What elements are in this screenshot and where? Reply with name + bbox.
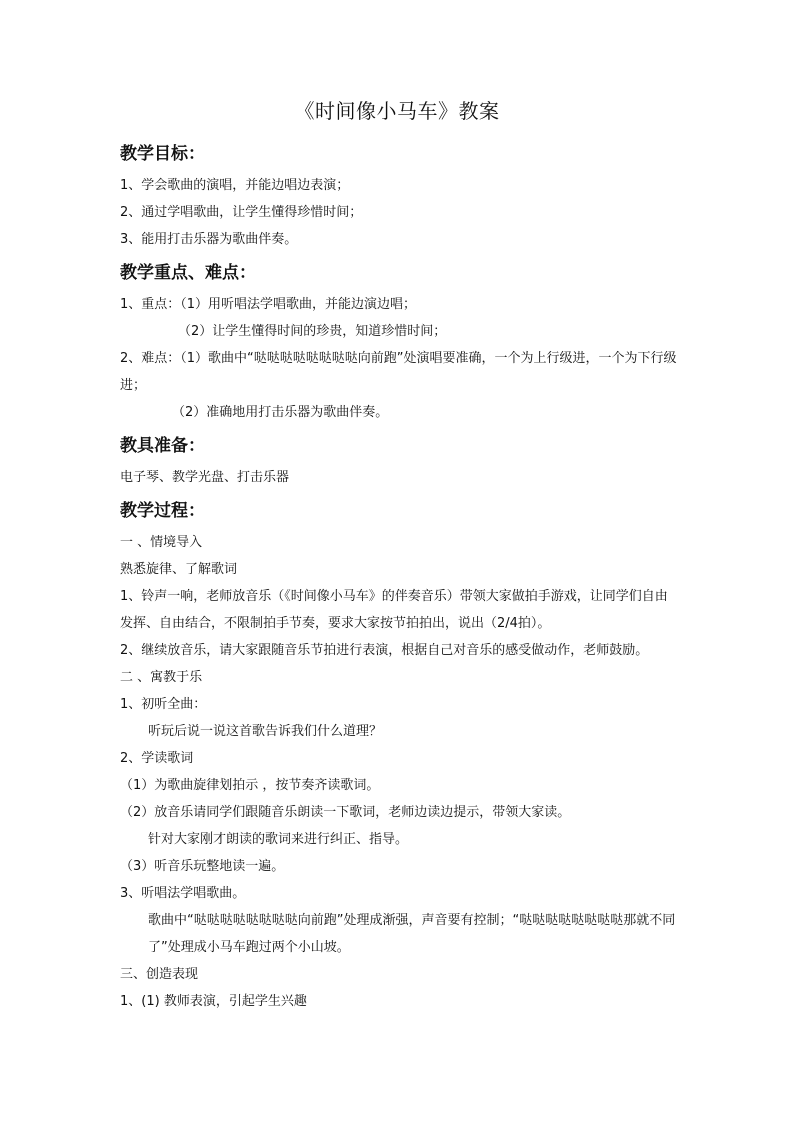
process-line: 3、听唱法学唱歌曲。 [120, 886, 246, 901]
process-line: 1、(1) 教师表演，引起学生兴趣 [120, 994, 307, 1009]
heading-materials: 教具准备： [120, 436, 205, 456]
objective-item: 2、通过学唱歌曲，让学生懂得珍惜时间； [120, 205, 363, 220]
process-line: 三、创造表现 [120, 967, 199, 982]
process-line: 2、学读歌词 [120, 751, 194, 766]
heading-process: 教学过程： [120, 501, 205, 521]
key-point-item: （2）让学生懂得时间的珍贵，知道珍惜时间； [178, 324, 447, 339]
process-line: （3）听音乐玩整地读一遍。 [120, 859, 285, 874]
process-line: 1、铃声一响，老师放音乐（《时间像小马车》的伴奏音乐）带领大家做拍手游戏，让同学们自由发挥、自由结合，不限制拍手节奏，要求大家按节拍拍出，说出（2/4拍）。 [120, 589, 668, 631]
objective-item: 1、学会歌曲的演唱，并能边唱边表演； [120, 178, 350, 193]
process-line: （2）放音乐请同学们跟随音乐朗读一下歌词，老师边读边提示，带领大家读。 [120, 805, 571, 820]
process-line: 针对大家刚才朗读的歌词来进行纠正、指导。 [148, 832, 409, 847]
process-line: 2、继续放音乐，请大家跟随音乐节拍进行表演，根据自己对音乐的感受做动作，老师鼓励。 [120, 643, 649, 658]
key-point-item: 2、难点：（1）歌曲中“哒哒哒哒哒哒哒哒向前跑”处演唱要准确，一个为上行级进，一个为下行级进； [120, 351, 677, 393]
process-line: 1、初听全曲： [120, 697, 207, 712]
heading-key-points: 教学重点、难点： [120, 263, 256, 283]
key-point-item: （2）准确地用打击乐器为歌曲伴奏。 [172, 405, 389, 420]
materials-text: 电子琴、教学光盘、打击乐器 [120, 470, 290, 485]
process-line: 听玩后说一说这首歌告诉我们什么道理？ [148, 724, 383, 739]
objective-item: 3、能用打击乐器为歌曲伴奏。 [120, 232, 298, 247]
key-point-item: 1、重点：（1）用听唱法学唱歌曲，并能边演边唱； [120, 297, 417, 312]
process-line: 熟悉旋律、了解歌词 [120, 562, 238, 577]
process-line: 歌曲中“哒哒哒哒哒哒哒哒向前跑”处理成渐强，声音要有控制；“哒哒哒哒哒哒哒哒那就不同了”处理成小马车跑过两个小山坡。 [148, 913, 676, 955]
process-line: 二 、寓教于乐 [120, 670, 203, 685]
document-body [120, 134, 680, 1015]
document-title: 《时间像小马车》教案 [294, 99, 500, 123]
heading-objectives: 教学目标： [120, 144, 205, 164]
process-line: （1）为歌曲旋律划拍示 ，按节奏齐读歌词。 [120, 778, 380, 793]
process-line: 一 、情境导入 [120, 535, 203, 550]
